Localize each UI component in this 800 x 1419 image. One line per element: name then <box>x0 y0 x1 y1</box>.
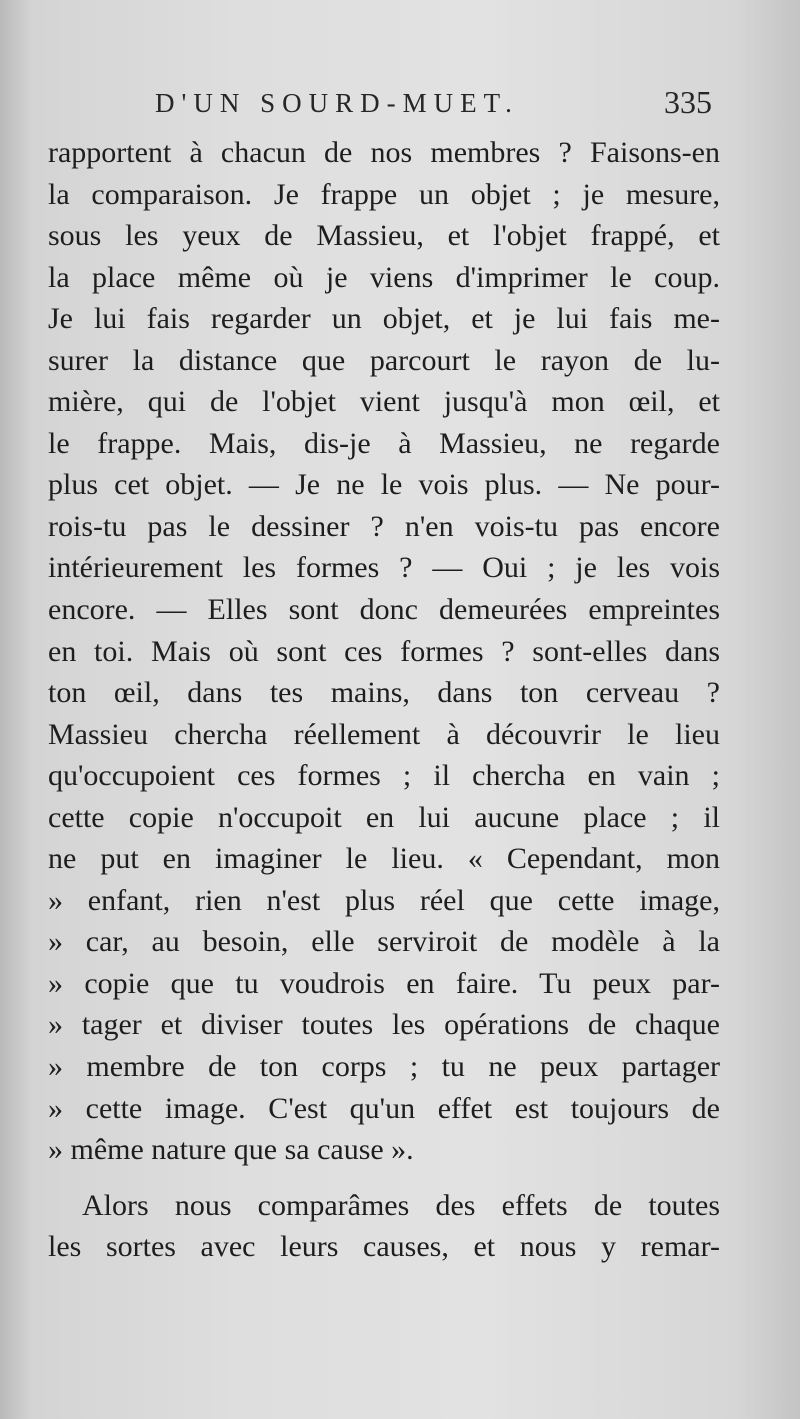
text-line: la comparaison. Je frappe un objet ; je mesure, <box>48 177 720 211</box>
text-line: » copie que tu voudrois en faire. Tu peux par- <box>48 966 720 1000</box>
paragraph-gap <box>48 1171 720 1185</box>
text-line: intérieurement les formes ? — Oui ; je les vois <box>48 551 720 585</box>
text-line: mière, qui de l'objet vient jusqu'à mon œil, et <box>48 385 720 419</box>
paragraph-2 <box>48 1185 720 1268</box>
text-line: le frappe. Mais, dis-je à Massieu, ne regarde <box>48 426 720 460</box>
body-text <box>48 132 720 1268</box>
paragraph-1 <box>48 132 720 1171</box>
text-line: » cette image. C'est qu'un effet est toujours de <box>48 1091 720 1125</box>
text-line: » enfant, rien n'est plus réel que cette image, <box>48 883 720 917</box>
text-line: la place même où je viens d'imprimer le coup. <box>48 260 720 294</box>
text-line: rois-tu pas le dessiner ? n'en vois-tu pas encore <box>48 509 720 543</box>
text-line: » tager et diviser toutes les opérations de chaque <box>48 1008 720 1042</box>
text-line: ton œil, dans tes mains, dans ton cerveau ? <box>48 676 720 710</box>
text-line: ne put en imaginer le lieu. « Cependant, mon <box>48 842 720 876</box>
text-line: surer la distance que parcourt le rayon de lu- <box>48 343 720 377</box>
text-line: Massieu chercha réellement à découvrir le lieu <box>48 717 720 751</box>
text-line: sous les yeux de Massieu, et l'objet frappé, et <box>48 219 720 253</box>
text-line: Je lui fais regarder un objet, et je lui fais me- <box>48 302 720 336</box>
text-line: » car, au besoin, elle serviroit de modèle à la <box>48 925 720 959</box>
text-line: encore. — Elles sont donc demeurées empreintes <box>48 593 720 627</box>
text-line: » membre de ton corps ; tu ne peux partager <box>48 1050 720 1084</box>
text-line: plus cet objet. — Je ne le vois plus. — Ne pour- <box>48 468 720 502</box>
page-number: 335 <box>664 84 712 120</box>
text-line: les sortes avec leurs causes, et nous y remar- <box>48 1230 720 1264</box>
text-line: en toi. Mais où sont ces formes ? sont-elles dans <box>48 634 720 668</box>
text-line: » même nature que sa cause ». <box>48 1133 414 1167</box>
text-line: rapportent à chacun de nos membres ? Faisons-en <box>48 136 720 169</box>
text-line: Alors nous comparâmes des effets de toutes <box>82 1188 720 1222</box>
page-header <box>0 84 800 128</box>
text-line: cette copie n'occupoit en lui aucune place ; il <box>48 800 720 834</box>
text-line: qu'occupoient ces formes ; il chercha en vain ; <box>48 759 720 793</box>
running-head: D'UN SOURD-MUET. <box>155 88 519 118</box>
